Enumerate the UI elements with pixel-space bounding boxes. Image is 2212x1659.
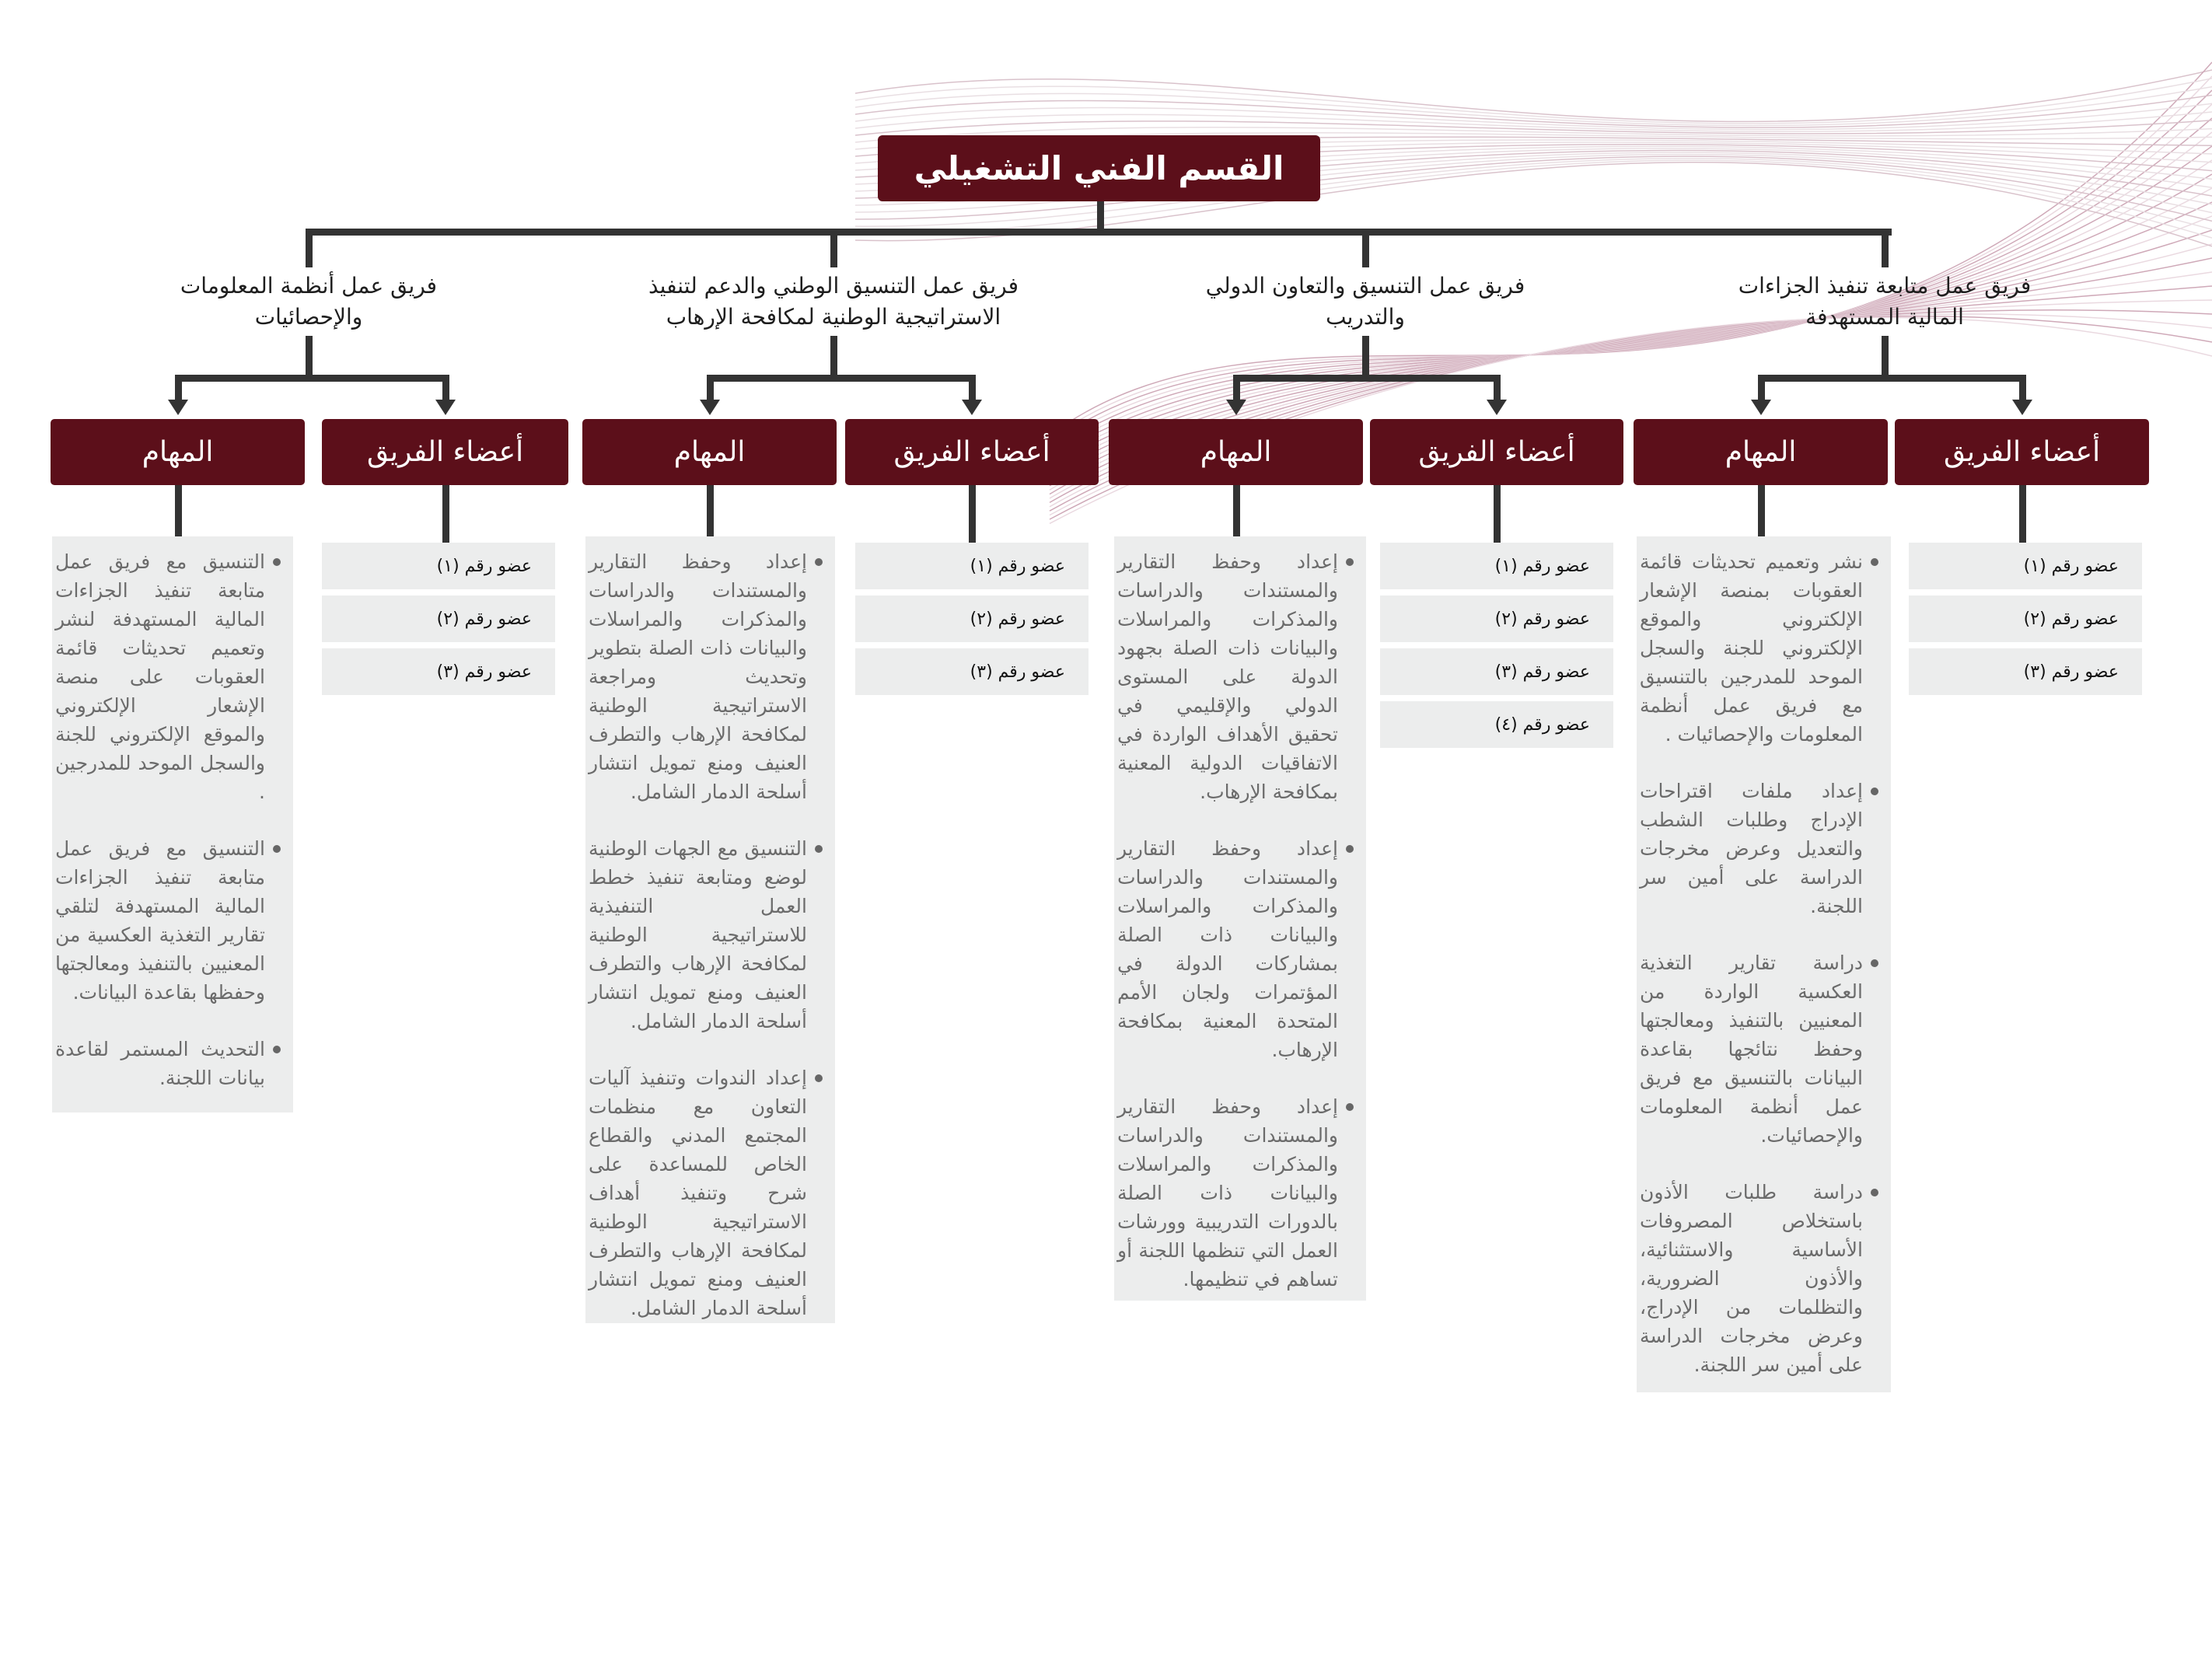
team-connector-top bbox=[1362, 233, 1369, 267]
arrow-shaft bbox=[1494, 375, 1501, 401]
task-item: دراسة تقارير التغذية العكسية الواردة من المعنيين بالتنفيذ ومعالجتها وحفظ نتائجها بقاعدة البيانات بالتنسيق مع فريق عمل أنظمة المعلومات والإحصائيات. bbox=[1640, 948, 1863, 1150]
member-item: عضو رقم (٣) bbox=[1909, 648, 2142, 695]
department-title bbox=[878, 135, 1320, 201]
task-item: التنسيق مع فريق عمل متابعة تنفيذ الجزاءات المالية المستهدفة لتلقي تقارير التغذية العكسية من المعنيين بالتنفيذ ومعالجتها وحفظها بقاعدة البيانات. bbox=[55, 834, 265, 1007]
tasks-header: المهام bbox=[582, 419, 837, 485]
member-item: عضو رقم (١) bbox=[322, 543, 555, 589]
task-item: التنسيق مع الجهات الوطنية لوضع ومتابعة تنفيذ خطط العمل التنفيذية للاستراتيجية الوطنية لمكافحة الإرهاب والتطرف العنيف ومنع تمويل انتشار أسلحة الدمار الشامل. bbox=[589, 834, 807, 1036]
team-bracket bbox=[1233, 375, 1501, 382]
member-item: عضو رقم (٢) bbox=[855, 595, 1089, 642]
members-header: أعضاء الفريق bbox=[845, 419, 1099, 485]
tasks-panel bbox=[52, 536, 293, 1112]
team-bracket bbox=[1758, 375, 2026, 382]
arrow-shaft bbox=[2019, 375, 2026, 401]
tasks-list bbox=[1117, 547, 1358, 1294]
members-header: أعضاء الفريق bbox=[1370, 419, 1623, 485]
team-bracket bbox=[175, 375, 449, 382]
members-header: أعضاء الفريق bbox=[1895, 419, 2149, 485]
tasks-panel bbox=[1114, 536, 1366, 1301]
members-connector bbox=[442, 485, 449, 543]
arrow-down-icon bbox=[1226, 400, 1246, 415]
member-item: عضو رقم (٣) bbox=[1380, 648, 1613, 695]
main-branch-line bbox=[306, 229, 1892, 236]
team-title: فريق عمل متابعة تنفيذ الجزاءات المالية المستهدفة bbox=[1738, 273, 2032, 330]
members-list bbox=[322, 543, 555, 701]
arrow-down-icon bbox=[1751, 400, 1771, 415]
member-item: عضو رقم (٤) bbox=[1380, 701, 1613, 748]
arrow-shaft bbox=[442, 375, 449, 401]
members-list bbox=[1909, 543, 2142, 701]
tasks-header: المهام bbox=[51, 419, 305, 485]
task-item: إعداد ملفات اقتراحات الإدراج وطلبات الشطب والتعديل وعرض مخرجات الدراسة على أمين سر اللجنة. bbox=[1640, 777, 1863, 920]
tasks-connector bbox=[175, 485, 182, 536]
task-item: إعداد وحفظ التقارير والمستندات والدراسات والمذكرات والمراسلات والبيانات ذات الصلة بتطوير وتحديث ومراجعة الاستراتيجية الوطنية لمكافحة الإرهاب والتطرف العنيف ومنع تمويل انتشار أسلحة الدمار الشامل. bbox=[589, 547, 807, 806]
arrow-shaft bbox=[1758, 375, 1765, 401]
member-item: عضو رقم (٢) bbox=[322, 595, 555, 642]
team-title: فريق عمل التنسيق والتعاون الدولي والتدريب bbox=[1205, 273, 1525, 330]
task-item: إعداد وحفظ التقارير والمستندات والدراسات والمذكرات والمراسلات والبيانات ذات الصلة بمشاركات الدولة في المؤتمرات ولجان الأمم المتحدة المعنية بمكافحة الإرهاب. bbox=[1117, 834, 1338, 1064]
arrow-shaft bbox=[969, 375, 976, 401]
team-title: فريق عمل أنظمة المعلومات والإحصائيات bbox=[180, 273, 438, 330]
tasks-panel bbox=[1637, 536, 1891, 1392]
member-item: عضو رقم (١) bbox=[1909, 543, 2142, 589]
arrow-down-icon bbox=[435, 400, 456, 415]
member-item: عضو رقم (٢) bbox=[1909, 595, 2142, 642]
task-item: التحديث المستمر لقاعدة بيانات اللجنة. bbox=[55, 1035, 265, 1092]
arrow-shaft bbox=[707, 375, 714, 401]
team-connector-top bbox=[306, 233, 313, 267]
tasks-panel bbox=[585, 536, 835, 1323]
arrow-down-icon bbox=[168, 400, 188, 415]
team-connector-top bbox=[830, 233, 837, 267]
member-item: عضو رقم (١) bbox=[1380, 543, 1613, 589]
tasks-list bbox=[55, 547, 285, 1092]
member-item: عضو رقم (١) bbox=[855, 543, 1089, 589]
task-item: إعداد وحفظ التقارير والمستندات والدراسات والمذكرات والمراسلات والبيانات ذات الصلة بالدورات التدريبية وورشات العمل التي تنظمها اللجنة أو تساهم في تنظيمها. bbox=[1117, 1092, 1338, 1294]
arrow-down-icon bbox=[2012, 400, 2032, 415]
members-list bbox=[1380, 543, 1613, 754]
members-connector bbox=[969, 485, 976, 543]
team-title: فريق عمل التنسيق الوطني والدعم لتنفيذ الاستراتيجية الوطنية لمكافحة الإرهاب bbox=[648, 273, 1019, 330]
tasks-list bbox=[589, 547, 827, 1322]
arrow-shaft bbox=[1233, 375, 1240, 401]
team-connector-top bbox=[1882, 233, 1889, 267]
member-item: عضو رقم (٣) bbox=[855, 648, 1089, 695]
tasks-connector bbox=[707, 485, 714, 536]
tasks-connector bbox=[1233, 485, 1240, 536]
task-item: نشر وتعميم تحديثات قائمة العقوبات بمنصة الإشعار الإلكتروني والموقع الإلكتروني للجنة والسجل الموحد للمدرجين بالتنسيق مع فريق عمل أنظمة المعلومات والإحصائيات . bbox=[1640, 547, 1863, 749]
task-item: إعداد وحفظ التقارير والمستندات والدراسات والمذكرات والمراسلات والبيانات ذات الصلة بجهود الدولة على المستوى الدولي والإقليمي في تحقيق الأهداف الواردة في الاتفاقيات الدولية المعنية بمكافحة الإرهاب. bbox=[1117, 547, 1338, 806]
task-item: دراسة طلبات الأذون باستخلاص المصروفات الأساسية والاستثنائية، والأذون الضرورية، والتظلمات من الإدراج، وعرض مخرجات الدراسة على أمين سر اللجنة. bbox=[1640, 1178, 1863, 1379]
member-item: عضو رقم (٢) bbox=[1380, 595, 1613, 642]
tasks-list bbox=[1640, 547, 1883, 1379]
arrow-shaft bbox=[175, 375, 182, 401]
department-title-text: القسم الفني التشغيلي bbox=[914, 149, 1284, 187]
team-bracket bbox=[707, 375, 977, 382]
arrow-down-icon bbox=[1487, 400, 1507, 415]
tasks-connector bbox=[1758, 485, 1765, 536]
members-header: أعضاء الفريق bbox=[322, 419, 568, 485]
tasks-header: المهام bbox=[1634, 419, 1888, 485]
task-item: إعداد الندوات وتنفيذ آليات التعاون مع منظمات المجتمع المدني والقطاع الخاص للمساعدة على شرح وتنفيذ أهداف الاستراتيجية الوطنية لمكافحة الإرهاب والتطرف العنيف ومنع تمويل انتشار أسلحة الدمار الشامل. bbox=[589, 1064, 807, 1322]
members-connector bbox=[1494, 485, 1501, 543]
arrow-down-icon bbox=[700, 400, 720, 415]
member-item: عضو رقم (٣) bbox=[322, 648, 555, 695]
members-list bbox=[855, 543, 1089, 701]
members-connector bbox=[2019, 485, 2026, 543]
arrow-down-icon bbox=[962, 400, 982, 415]
task-item: التنسيق مع فريق عمل متابعة تنفيذ الجزاءات المالية المستهدفة لنشر وتعميم تحديثات قائمة العقوبات على منصة الإشعار الإلكتروني والموقع الإلكتروني للجنة والسجل الموحد للمدرجين . bbox=[55, 547, 265, 806]
tasks-header: المهام bbox=[1109, 419, 1363, 485]
